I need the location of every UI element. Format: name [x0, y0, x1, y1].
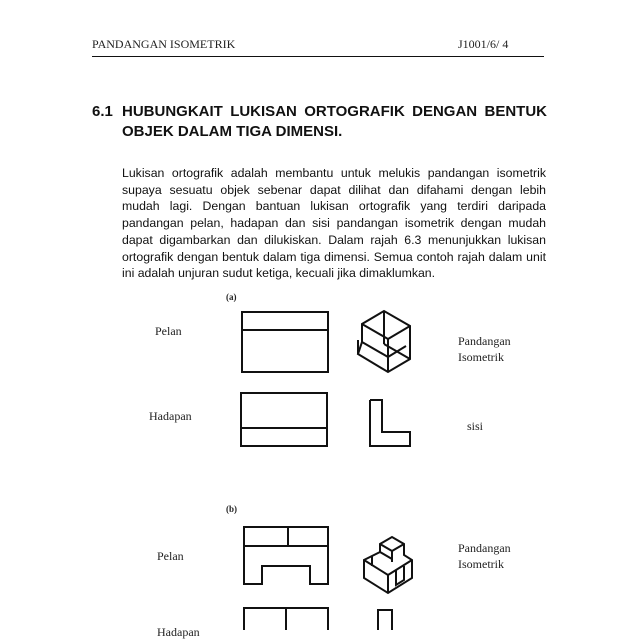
section-title-text: HUBUNGKAIT LUKISAN ORTOGRAFIK DENGAN BENTUK OBJEK DALAM TIGA DIMENSI.: [122, 103, 547, 140]
figure-a-iso-label-line2: Isometrik: [458, 350, 504, 364]
figure-b-plan-view: [244, 527, 328, 584]
figure-b-side-view: [378, 610, 392, 630]
running-header-title: PANDANGAN ISOMETRIK: [92, 37, 236, 51]
figure-b-tag: (b): [226, 504, 237, 514]
figure-a-side-view: [370, 400, 410, 446]
figure-b-plan-label: Pelan: [157, 549, 184, 563]
figure-a-plan-label: Pelan: [155, 324, 182, 338]
section-number: 6.1: [92, 103, 113, 120]
figure-b-iso-label-line2: Isometrik: [458, 557, 504, 571]
running-header-code: J1001/6/ 4: [458, 37, 509, 51]
figure-b-front-label: Hadapan: [157, 625, 200, 639]
figure-a-iso-label-line1: Pandangan: [458, 334, 511, 348]
figure-a-front-view: [241, 393, 327, 446]
figure-a-plan-view: [242, 312, 328, 372]
figure-a-tag: (a): [226, 292, 237, 302]
body-paragraph: Lukisan ortografik adalah membantu untuk melukis pandangan isometrik supaya sesuatu objek sebenar dapat dilihat dan difahami dengan lebih mudah lagi. Dengan bantuan lukisan ortografik yang terdiri daripada pandangan pelan, hadapan dan sisi pandangan isometrik dengan mudah dapat digambarkan dan dilukiskan. Dalam rajah 6.3 menunjukkan lukisan ortografik dengan bentuk dalam tiga dimensi. Semua contoh rajah dalam unit ini adalah unjuran sudut ketiga, kecuali jika dimaklumkan.: [122, 166, 546, 281]
figure-a-front-label: Hadapan: [149, 409, 192, 423]
figure-b-front-view: [244, 608, 328, 630]
figure-b-iso-label-line1: Pandangan: [458, 541, 511, 555]
figure-a-isometric-view: [358, 311, 410, 372]
figure-b-isometric-view: [364, 537, 412, 593]
figure-a-side-label: sisi: [467, 419, 484, 433]
